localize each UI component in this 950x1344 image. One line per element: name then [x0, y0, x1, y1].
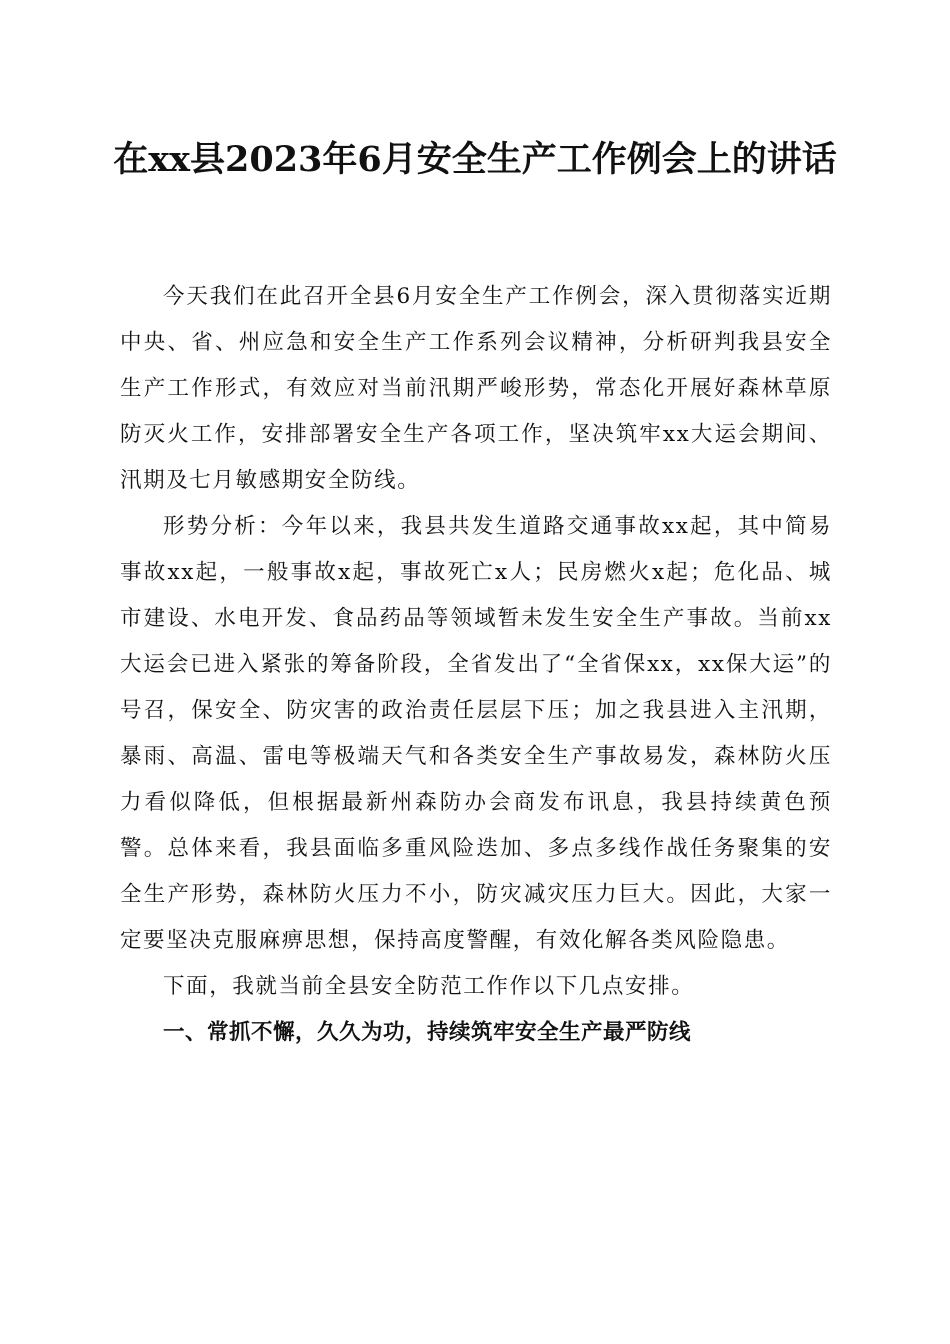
document-body	[120, 274, 832, 1056]
situation-analysis-paragraph: 形势分析：今年以来，我县共发生道路交通事故xx起，其中简易事故xx起，一般事故x起，事故死亡x人；民房燃火x起；危化品、城市建设、水电开发、食品药品等领域暂未发生安全生产事故。当前xx大运会已进入紧张的筹备阶段，全省发出了“全省保xx，xx保大运”的号召，保安全、防灾害的政治责任层层下压；加之我县进入主汛期，暴雨、高温、雷电等极端天气和各类安全生产事故易发，森林防火压力看似降低，但根据最新州森防办会商发布讯息，我县持续黄色预警。总体来看，我县面临多重风险迭加、多点多线作战任务聚集的安全生产形势，森林防火压力不小，防灾减灾压力巨大。因此，大家一定要坚决克服麻痹思想，保持高度警醒，有效化解各类风险隐患。	[120, 514, 832, 953]
intro-paragraph: 今天我们在此召开全县6月安全生产工作例会，深入贯彻落实近期中央、省、州应急和安全生产工作系列会议精神，分析研判我县安全生产工作形式，有效应对当前汛期严峻形势，常态化开展好森林草原防灭火工作，安排部署安全生产各项工作，坚决筑牢xx大运会期间、汛期及七月敏感期安全防线。	[120, 284, 832, 493]
section-heading-one: 一、常抓不懈，久久为功，持续筑牢安全生产最严防线	[163, 1020, 692, 1045]
arrangement-intro-paragraph: 下面，我就当前全县安全防范工作作以下几点安排。	[163, 974, 695, 999]
document-title: 在xx县2023年6月安全生产工作例会上的讲话	[113, 139, 837, 180]
